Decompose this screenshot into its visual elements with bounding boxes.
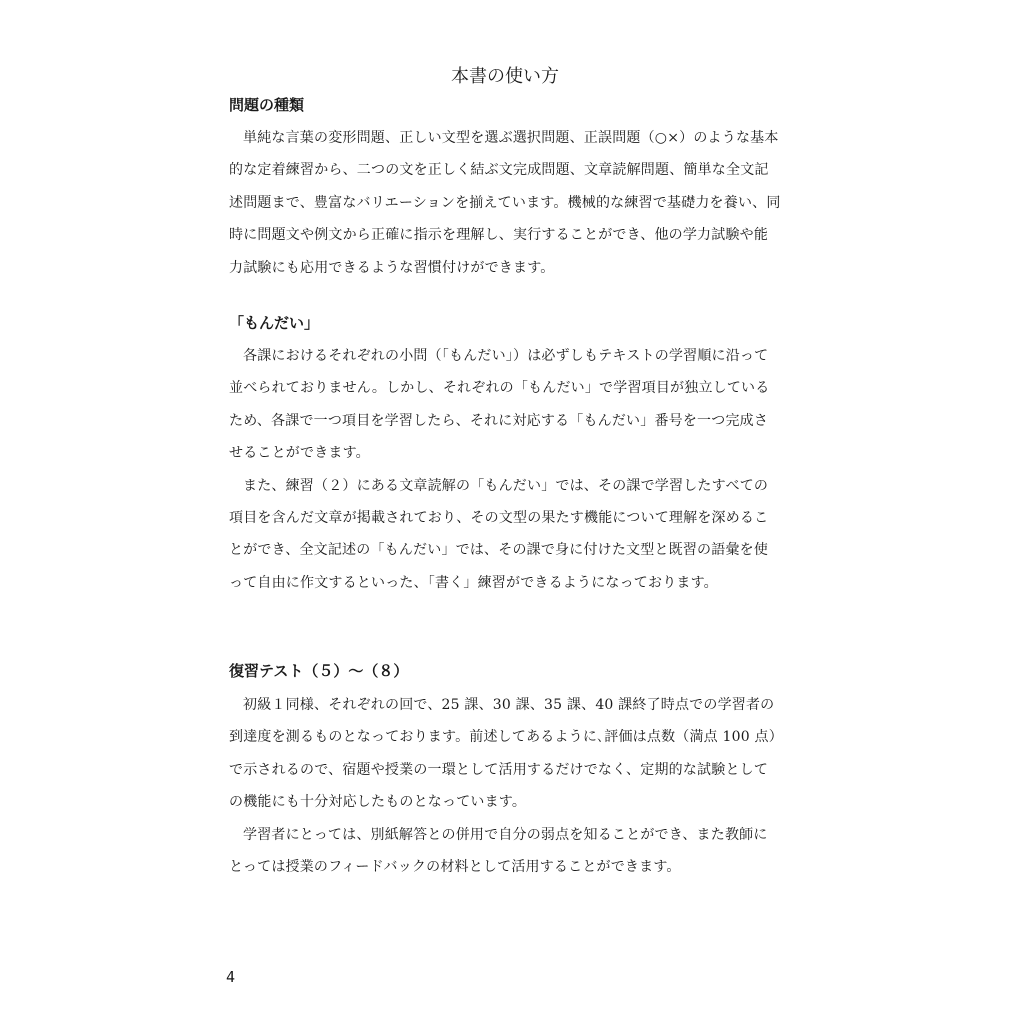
page-number: 4 bbox=[226, 968, 236, 986]
section-body bbox=[229, 340, 781, 599]
paragraph: 学習者にとっては、別紙解答との併用で自分の弱点を知ることができ、また教師にとっては授業のフィードバックの材料として活用することができます。 bbox=[229, 826, 768, 876]
paragraph: 単純な言葉の変形問題、正しい文型を選ぶ選択問題、正誤問題（○×）のような基本的な定着練習から、二つの文を正しく結ぶ文完成問題、文章読解問題、簡単な全文記述問題まで、豊富なバリエーションを揃えています。機械的な練習で基礎力を養い、同時に問題文や例文から正確に指示を理解し、実行することができ、他の学力試験や能力試験にも応用できるような習慣付けができます。 bbox=[229, 130, 781, 276]
section-review-tests bbox=[229, 660, 781, 883]
page-title: 本書の使い方 bbox=[451, 66, 559, 87]
section-question-types bbox=[229, 94, 781, 284]
section-body bbox=[229, 122, 781, 284]
paragraph: 各課におけるそれぞれの小問（「もんだい」）は必ずしもテキストの学習順に沿って並べられておりません。しかし、それぞれの「もんだい」で学習項目が独立しているため、各課で一つ項目を学習したら、それに対応する「もんだい」番号を一つ完成させることができます。 bbox=[229, 348, 770, 462]
section-heading: 「もんだい」 bbox=[229, 314, 320, 332]
section-body bbox=[229, 689, 781, 883]
section-heading: 復習テスト（５）～（８） bbox=[229, 662, 409, 680]
document-page bbox=[229, 0, 781, 1024]
section-heading: 問題の種類 bbox=[229, 96, 305, 114]
paragraph: また、練習（２）にある文章読解の「もんだい」では、その課で学習したすべての項目を含んだ文章が掲載されており、その文型の果たす機能について理解を深めることができ、全文記述の「もんだい」では、その課で身に付けた文型と既習の語彙を使って自由に作文するといった、「書く」練習ができるようになっております。 bbox=[229, 477, 769, 591]
paragraph: 初級１同様、それぞれの回で、25 課、30 課、35 課、40 課終了時点での学習者の到達度を測るものとなっております。前述してあるように､評価は点数（満点 100 点）で示されるので、宿題や授業の一環として活用するだけでなく、定期的な試験としての機能にも十分対応したものとなっています。 bbox=[229, 697, 776, 811]
section-mondai bbox=[229, 312, 781, 599]
